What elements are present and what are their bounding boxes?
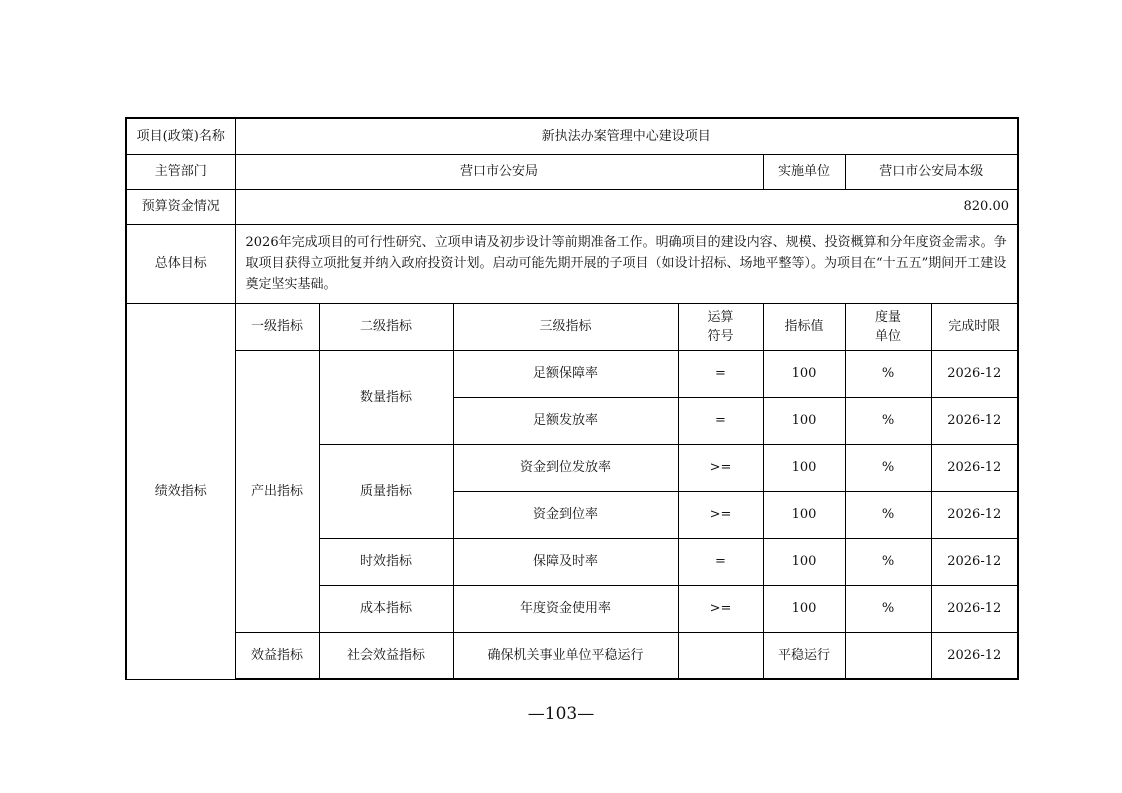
deadline-cell: 2026-12 bbox=[931, 491, 1018, 538]
indicator-name: 保障及时率 bbox=[453, 538, 678, 585]
impl-label: 实施单位 bbox=[763, 154, 845, 189]
deadline-cell: 2026-12 bbox=[931, 444, 1018, 491]
quality-group-label: 质量指标 bbox=[319, 444, 453, 538]
cost-group-label: 成本指标 bbox=[319, 585, 453, 632]
indicator-name: 足额发放率 bbox=[453, 397, 678, 444]
project-name-value: 新执法办案管理中心建设项目 bbox=[235, 118, 1018, 154]
dept-value: 营口市公安局 bbox=[235, 154, 763, 189]
operator-cell: = bbox=[678, 397, 763, 444]
unit-cell: % bbox=[845, 585, 931, 632]
budget-value: 820.00 bbox=[235, 189, 1018, 224]
page-number: —103— bbox=[527, 704, 595, 724]
project-name-label: 项目(政策)名称 bbox=[126, 118, 235, 154]
header-unit-line2: 单位 bbox=[874, 328, 901, 344]
unit-cell: % bbox=[845, 397, 931, 444]
impl-value: 营口市公安局本级 bbox=[845, 154, 1018, 189]
header-value: 指标值 bbox=[763, 303, 845, 350]
header-deadline: 完成时限 bbox=[931, 303, 1018, 350]
indicator-name: 资金到位率 bbox=[453, 491, 678, 538]
value-cell: 100 bbox=[763, 585, 845, 632]
deadline-cell: 2026-12 bbox=[931, 350, 1018, 397]
operator-cell: >= bbox=[678, 444, 763, 491]
benefit-indicator-label: 效益指标 bbox=[235, 632, 319, 679]
operator-cell: >= bbox=[678, 585, 763, 632]
header-level1: 一级指标 bbox=[235, 303, 319, 350]
header-unit-line1: 度量 bbox=[874, 309, 901, 325]
indicator-header-row bbox=[126, 303, 1018, 350]
indicator-name: 资金到位发放率 bbox=[453, 444, 678, 491]
unit-cell: % bbox=[845, 350, 931, 397]
output-indicator-label: 产出指标 bbox=[235, 350, 319, 632]
social-group-label: 社会效益指标 bbox=[319, 632, 453, 679]
deadline-cell: 2026-12 bbox=[931, 632, 1018, 679]
department-row bbox=[126, 154, 1018, 189]
goal-row bbox=[126, 224, 1018, 303]
performance-target-table bbox=[125, 117, 1019, 680]
table-row bbox=[126, 632, 1018, 679]
timeliness-group-label: 时效指标 bbox=[319, 538, 453, 585]
unit-cell: % bbox=[845, 538, 931, 585]
goal-text: 2026年完成项目的可行性研究、立项申请及初步设计等前期准备工作。明确项目的建设内容、规模、投资概算和分年度资金需求。争取项目获得立项批复并纳入政府投资计划。启动可能先期开展的子项目（如设计招标、场地平整等）。为项目在“十五五”期间开工建设奠定坚实基础。 bbox=[235, 224, 1018, 303]
operator-cell: = bbox=[678, 350, 763, 397]
budget-label: 预算资金情况 bbox=[126, 189, 235, 224]
deadline-cell: 2026-12 bbox=[931, 538, 1018, 585]
header-unit bbox=[845, 303, 931, 350]
unit-cell: % bbox=[845, 444, 931, 491]
deadline-cell: 2026-12 bbox=[931, 397, 1018, 444]
project-name-row bbox=[126, 118, 1018, 154]
header-operator-line1: 运算 bbox=[707, 309, 734, 325]
quantity-group-label: 数量指标 bbox=[319, 350, 453, 444]
indicator-name: 年度资金使用率 bbox=[453, 585, 678, 632]
goal-label: 总体目标 bbox=[126, 224, 235, 303]
indicator-name: 足额保障率 bbox=[453, 350, 678, 397]
operator-cell: = bbox=[678, 538, 763, 585]
budget-row bbox=[126, 189, 1018, 224]
operator-cell: >= bbox=[678, 491, 763, 538]
header-level2: 二级指标 bbox=[319, 303, 453, 350]
unit-cell bbox=[845, 632, 931, 679]
unit-cell: % bbox=[845, 491, 931, 538]
operator-cell bbox=[678, 632, 763, 679]
dept-label: 主管部门 bbox=[126, 154, 235, 189]
value-cell: 100 bbox=[763, 491, 845, 538]
table-row bbox=[126, 350, 1018, 397]
value-cell: 100 bbox=[763, 350, 845, 397]
header-level3: 三级指标 bbox=[453, 303, 678, 350]
value-cell: 平稳运行 bbox=[763, 632, 845, 679]
header-operator bbox=[678, 303, 763, 350]
indicator-name: 确保机关事业单位平稳运行 bbox=[453, 632, 678, 679]
performance-section-label: 绩效指标 bbox=[126, 303, 235, 679]
value-cell: 100 bbox=[763, 397, 845, 444]
header-operator-line2: 符号 bbox=[707, 328, 734, 344]
value-cell: 100 bbox=[763, 538, 845, 585]
deadline-cell: 2026-12 bbox=[931, 585, 1018, 632]
value-cell: 100 bbox=[763, 444, 845, 491]
